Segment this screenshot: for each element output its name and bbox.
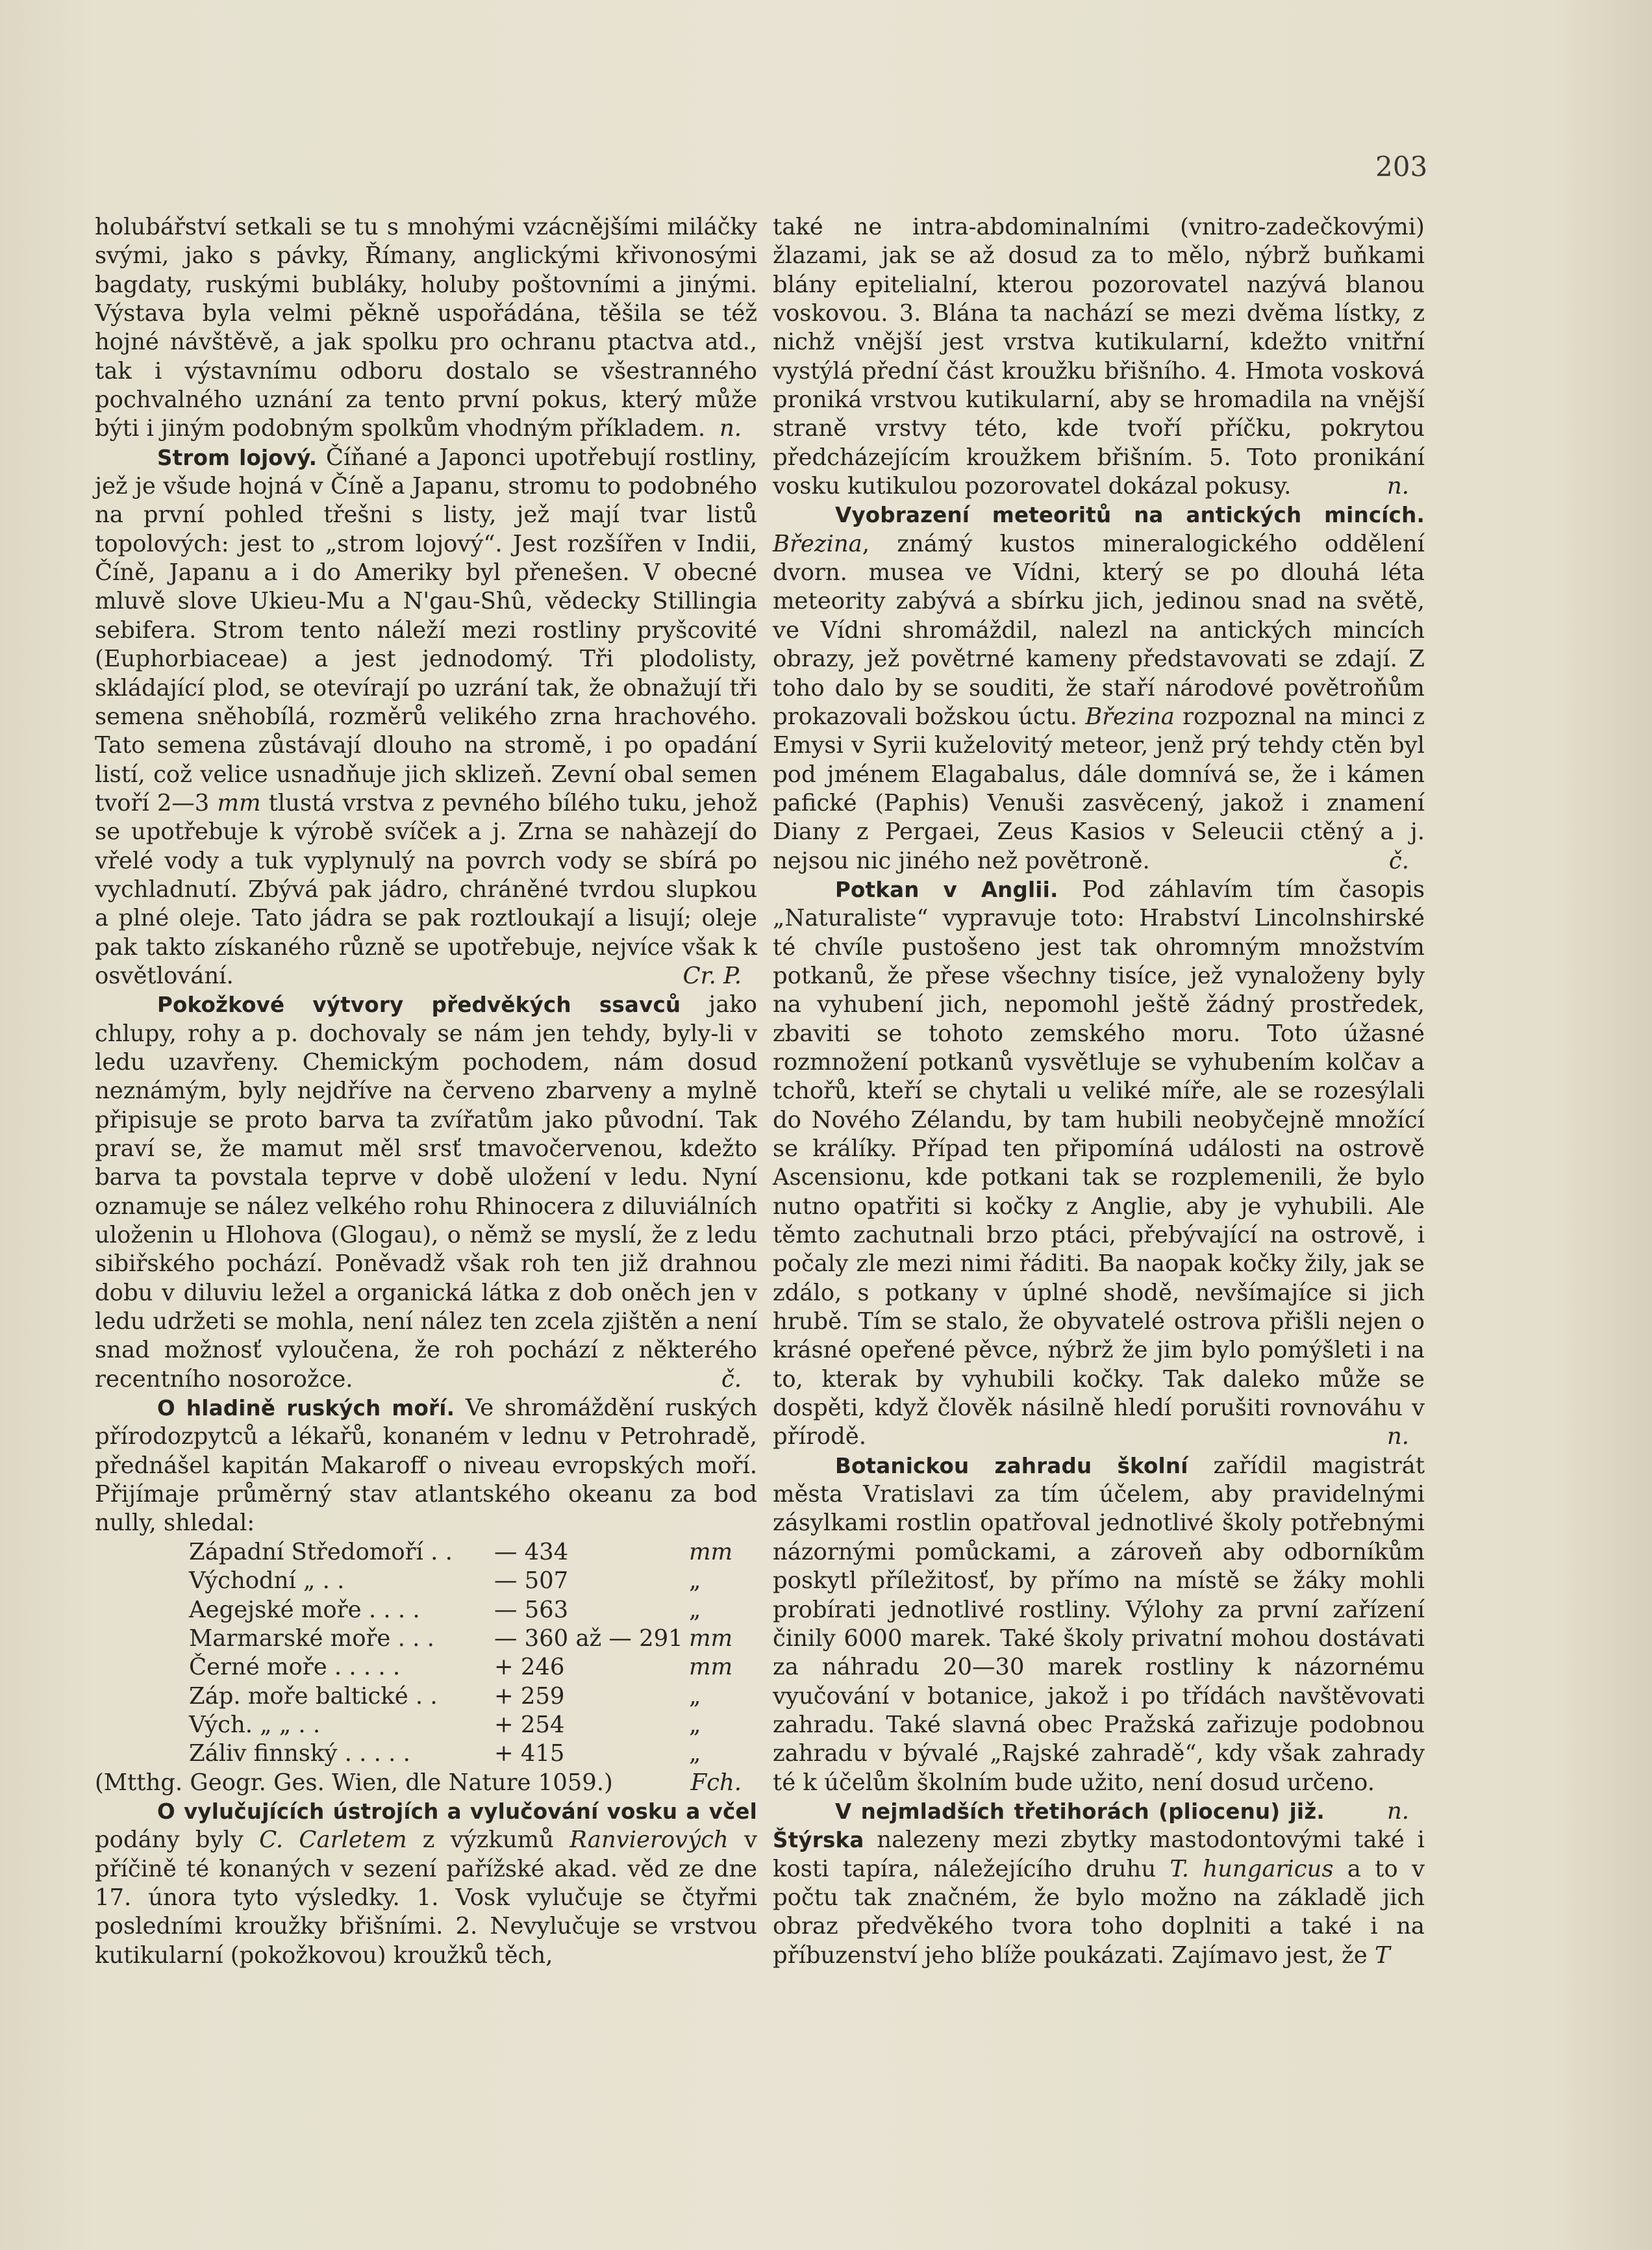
paragraph-text: Ve shromáždění ruských přírodozpytců a lékařů, konaném v lednu v Petrohradě, přednášel kapitán Makaroff o niveau evropských moří. Přijímaje průměrný stav atlantského okeanu za bod nully, shledal:	[95, 1395, 757, 1537]
left-column	[95, 213, 757, 1970]
article-pigeon-show-end	[95, 213, 757, 444]
person-name: Březina	[1085, 703, 1175, 730]
paragraph-text: a to v počtu tak značném, že bylo možno na základě jich obraz předvěkého tvora toho doplniti a také i na příbuzenství jeho blíže poukázati. Zajímavo jest, že	[773, 1855, 1425, 1969]
author-signature: Cr. P.	[682, 962, 742, 989]
article-heading: Pokožkové výtvory předvěkých ssavců	[157, 992, 681, 1018]
table-row: Západní Středomoří . . — 434 mm	[189, 1538, 733, 1565]
place-name: Štýrska	[773, 1828, 864, 1853]
page-number: 203	[1375, 151, 1428, 183]
article-prehistoric-mammals	[95, 991, 757, 1394]
paragraph-text: Pod záhlavím tím časopis „Naturaliste“ vypravuje toto: Hrabství Lincolnshirské té chvíle pustošeno jest tak ohromným množstvím potkanů, že přese všechny tisíce, jež vynaloženy byly na vyhubení jich, nepomohl ještě žádný prostředek, zbaviti se tohoto zemského moru. Toto úžasné rozmnožení potkanů vysvětluje se vyhubením kolčav a tchořů, kteří se chytali u veliké míře, ale se rozesýlali do Nového Zélandu, by tam hubili neobyčejně množící se králíky. Případ ten připomíná události na ostrově Ascensionu, kde potkani tak se rozplemenili, že bylo nutno opatřiti si kočky z Anglie, aby je vyhubili. Ale těmto zachutnali brzo ptáci, přebývající na ostrově, i počaly zle mezi nimi řáditi. Ba naopak kočky žily, jak se zdálo, s potkany v úplné shodě, nevšímajíce si jich hrubě. Tím se stalo, že obyvatelé ostrova přišli nejen o krásné opeřené pěvce, nýbrž že jim bylo pomýšleti i na to, kterak by vyhubili kočky. Tak daleko může se dospěti, když člověk násilně hledí porušiti rovnováhu v přírodě.	[773, 876, 1425, 1450]
table-row: Vých. „ „ . . + 254 „	[189, 1711, 701, 1738]
person-name: C. Carletem	[259, 1827, 407, 1854]
paragraph-text: zařídil magistrát města Vratislavi za tím účelem, aby pravidelnými zásylkami rostlin opatřoval jednotlivé školy potřebnými názornými pomůckami, a zároveň aby odborníkům poskytl příležitosť, by přímo na místě se žáky mohli probírati jednotlivé rostliny. Výlohy za první zařízení činily 6000 marek. Také školy privatní mohou dostávati za náhradu 20—30 marek rostliny k názornému vyučování v botanice, jakož i po třídách navštěvovati zahradu. Také slavná obec Pražská zařizuje podobnou zahradu v bývalé „Rajské zahradě“, kdy však zahrady té k účelům školním bude užito, není dosud určeno.	[773, 1452, 1425, 1796]
person-name: Ranvierových	[569, 1827, 729, 1854]
paragraph-text: v příčině té konaných v sezení pařížské akad. věd ze dne 17. února tyto výsledky. 1. Vosk vylučuje se čtyřmi posledními kroužky břišními. 2. Nevylučuje se vrstvou kutikularní (pokožkovou) kroužků těch,	[95, 1827, 758, 1969]
paragraph-text: holubářství setkali se tu s mnohými vzácnějšími miláčky svými, jako s pávky, Římany, anglickými křivonosými bagdaty, ruskými bubláky, holuby poštovními a jinými. Výstava byla velmi pěkně uspořádána, těšila se též hojné návštěvě, a jak spolku pro ochranu ptactva atd., tak i výstavnímu odboru dostalo se všestranného pochvalného uznání za tento první pokus, který může býti i jiným podobným spolkům vhodným příkladem.	[95, 214, 757, 442]
table-row: Východní „ . . — 507 „	[189, 1567, 701, 1595]
article-heading: Vyobrazení meteoritů na antických mincích.	[835, 503, 1425, 528]
author-signature: Fch.	[690, 1769, 742, 1796]
paragraph-text: nalezeny mezi zbytky mastodontovými také i kosti tapíra, náležejícího druhu	[773, 1827, 1425, 1882]
author-signature: n.	[1386, 1423, 1409, 1450]
author-signature: č.	[1388, 847, 1409, 874]
paragraph-text: jako chlupy, rohy a p. dochovaly se nám jen tehdy, byly-li v ledu uzavřeny. Chemickým pochodem, nám dosud neznámým, byly nejdříve na červeno zbarveny a mylně připisuje se proto barva ta zvířatům jako původní. Tak praví se, že mamut měl srsť tmavočervenou, kdežto barva ta povstala teprve v době uložení v ledu. Nyní oznamuje se nález velkého rohu Rhinocera z diluviálních uloženin u Hlohova (Glogau), o němž se myslí, že z ledu sibiřského pochází. Poněvadž však roh ten již drahnou dobu v diluviu ležel a organická látka z dob oněch jen v ledu udržeti se mohla, není nález ten zcela zjištěn a není snad možnosť vyloučena, že roh pochází z některého recentního nosorožce.	[95, 991, 757, 1393]
author-signature: č.	[721, 1365, 742, 1393]
sea-level-table	[95, 1538, 757, 1769]
unit-text: mm	[217, 789, 261, 816]
paragraph-text: tlustá vrstva z pevného bílého tuku, jehož se upotřebuje k výrobě svíček a j. Zrna se nahàzejí do vřelé vody a tuk vyplynulý na povrch vody se sbírá po vychladnutí. Zbývá pak jádro, chráněné tvrdou slupkou a plné oleje. Tato jádra se pak roztloukají a lisují; oleje pak takto získaného různě se upotřebuje, nejvíce však k osvětlování.	[95, 789, 757, 989]
paragraph-text: Číňané a Japonci upotřebují rostliny, jež je všude hojná v Číně a Japanu, stromu to podobného na první pohled třešni s listy, jež mají tvar listů topolových: jest to „strom lojový“. Jest rozšířen v Indii, Číně, Japanu a i do Ameriky byl přenešen. V obecné mluvě slove Ukieu-Mu a N'gau-Shû, vědecky Stillingia sebifera. Strom tento náleží mezi rostliny pryšcovité (Euphorbiaceae) a jest jednodomý. Tři plodolisty, skládající plod, se otevírají po uzrání tak, že obnažují tři semena sněhobílá, rozměrů velikého zrna hrachového. Tato semena zůstávají dlouho na stromě, i po opadání listí, což velice usnadňuje jich sklizeň. Zevní obal semen tvoří 2—3	[95, 444, 757, 816]
paragraph-text: , známý kustos mineralogického oddělení dvorn. musea ve Vídni, který se po dlouhá léta meteority zabývá a sbírku jich, jedinou snad na světě, ve Vídni shromáždil, nalezl na antických mincích obrazy, jež povětrné kameny představovati se zdají. Z toho dalo by se souditi, že staří národové povětroňům prokazovali božskou úctu.	[773, 530, 1425, 730]
species-name: T. hungaricus	[1170, 1855, 1334, 1882]
table-row: Černé moře . . . . . + 246 mm	[189, 1654, 733, 1681]
article-heading: V nejmladších třetihorách (pliocenu) již.	[835, 1799, 1325, 1824]
paragraph-text: rozpoznal na minci z Emysi v Syrii kuželovitý meteor, jenž prý tehdy ctěn byl pod jménem Elagabalus, dále domnívá se, že i kámen pafické (Paphis) Venuši zasvěcený, jakož i znamení Diany z Pergaei, Zeus Kasios v Seleucii ctěný a j. nejsou nic jiného než povětroně.	[773, 703, 1425, 874]
article-heading: O vylučujících ústrojích a vylučování vosku a včel	[157, 1799, 757, 1824]
author-signature: n.	[1386, 473, 1409, 500]
table-row: Marmarské moře . . . — 360 až — 291 mm	[189, 1624, 733, 1652]
table-row: Záliv finnský . . . . . + 415 „	[189, 1740, 701, 1767]
paragraph-text: také ne intra-abdominalními (vnitro-zadečkovými) žlazami, jak se až dosud za to mělo, nýbrž buňkami blány epitelialní, kterou pozorovatel nazývá blanou voskovou. 3. Blána ta nachází se mezi dvěma lístky, z nichž vnější jest vrstva kutikularní, kdežto vnitřní vystýlá přední část kroužku břišního. 4. Hmota vosková proniká vrstvou kutikularní, aby se hromadila na vnější straně vrstvy této, kde tvoří příčku, pokrytou předcházejícím kroužkem břišním. 5. Toto pronikání vosku kutikulou pozorovatel dokázal pokusy.	[773, 214, 1425, 500]
table-row: Záp. moře baltické . . + 259 „	[189, 1682, 701, 1710]
article-meteorites-coins	[773, 501, 1425, 875]
author-signature: n.	[719, 415, 742, 442]
right-column	[773, 213, 1425, 1970]
article-heading: Potkan v Anglii.	[835, 877, 1058, 902]
article-pliocene-tapir: V nejmladších třetihorách (pliocenu) již. Štýrska nalezeny mezi zbytky mastodontovými také i kosti tapíra, náležejícího druhu T. hungaricus a to v počtu tak značném, že bylo možno na základě jich obraz předvěkého tvora toho doplniti a také i na příbuzenství jeho blíže poukázati. Zajímavo jest, že T	[773, 1799, 1425, 1969]
article-wax-glands-end	[773, 213, 1425, 501]
article-russian-seas	[95, 1394, 757, 1538]
table-row: Aegejské moře . . . . — 563 „	[189, 1596, 701, 1623]
citation-line	[95, 1769, 757, 1797]
article-heading: Strom lojový.	[157, 445, 318, 470]
article-tallow-tree	[95, 444, 757, 991]
article-heading: Botanickou zahradu školní	[835, 1453, 1188, 1478]
person-name: Březina	[773, 530, 862, 557]
article-rats-england	[773, 876, 1425, 1452]
citation-text: (Mtthg. Geogr. Ges. Wien, dle Nature 1059.)	[95, 1769, 613, 1796]
article-wax-glands: O vylučujících ústrojích a vylučování vosku a včel podány byly C. Carletem z výzkumů Ranvierových v příčině té konaných v sezení pařížské akad. věd ze dne 17. února tyto výsledky. 1. Vosk vylučuje se čtyřmi posledními kroužky břišními. 2. Nevylučuje se vrstvou kutikularní (pokožkovou) kroužků těch,	[95, 1799, 758, 1969]
author-signature: n.	[1386, 1797, 1409, 1825]
article-heading: O hladině ruských moří.	[157, 1396, 455, 1421]
